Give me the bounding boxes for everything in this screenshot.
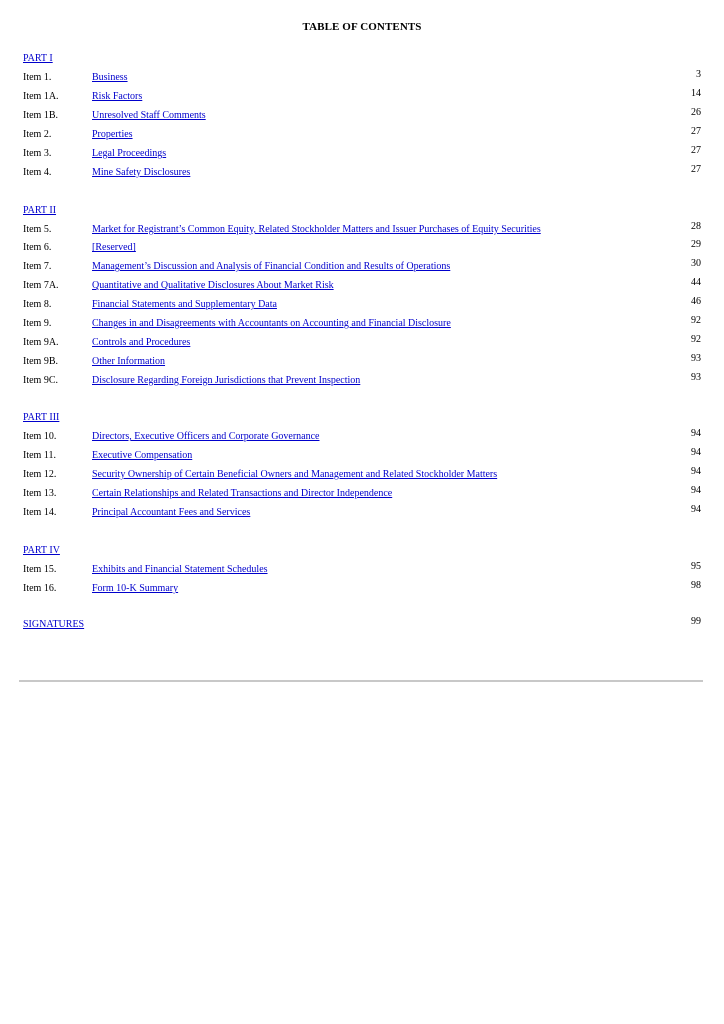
page-number: 3 xyxy=(696,69,701,80)
page-number: 26 xyxy=(691,107,701,118)
toc-row-item-1b xyxy=(0,107,724,124)
toc-row-item-3 xyxy=(0,145,724,162)
page-number: 46 xyxy=(691,296,701,307)
page-number: 92 xyxy=(691,315,701,326)
item-link-reserved[interactable]: [Reserved] xyxy=(92,242,136,253)
toc-row-item-12 xyxy=(0,466,724,483)
toc-row-item-2 xyxy=(0,126,724,143)
page-number: 98 xyxy=(691,580,701,591)
item-link-directors-governance[interactable]: Directors, Executive Officers and Corporate Governance xyxy=(92,431,320,442)
item-link-form-10k-summary[interactable]: Form 10-K Summary xyxy=(92,583,179,594)
toc-title: TABLE OF CONTENTS xyxy=(302,21,422,33)
item-link-unresolved-staff-comments[interactable]: Unresolved Staff Comments xyxy=(92,110,206,121)
page-number: 94 xyxy=(691,466,701,477)
item-number: Item 1A. xyxy=(23,91,59,102)
page-number: 94 xyxy=(691,447,701,458)
toc-row-item-16 xyxy=(0,580,724,597)
item-link-legal-proceedings[interactable]: Legal Proceedings xyxy=(92,148,167,159)
item-link-changes-in-accountants[interactable]: Changes in and Disagreements with Accountants on Accounting and Financial Disclosure xyxy=(92,318,451,329)
item-number: Item 15. xyxy=(23,564,57,575)
item-link-other-information[interactable]: Other Information xyxy=(92,356,166,367)
page-number: 28 xyxy=(691,221,701,232)
item-link-mdna[interactable]: Management’s Discussion and Analysis of Financial Condition and Results of Operations xyxy=(92,261,451,272)
page-number: 95 xyxy=(691,561,701,572)
item-link-mine-safety-disclosures[interactable]: Mine Safety Disclosures xyxy=(92,167,191,178)
toc-row-item-1 xyxy=(0,69,724,86)
toc-row-item-13 xyxy=(0,485,724,502)
page-number: 94 xyxy=(691,428,701,439)
page-number: 92 xyxy=(691,334,701,345)
toc-row-item-4 xyxy=(0,164,724,181)
toc-row-item-7a xyxy=(0,277,724,294)
toc-row-item-5 xyxy=(0,221,724,238)
item-number: Item 6. xyxy=(23,242,52,253)
item-number: Item 14. xyxy=(23,507,57,518)
part-ii-link[interactable]: PART II xyxy=(23,205,57,216)
toc-row-item-8 xyxy=(0,296,724,313)
part-iv-link[interactable]: PART IV xyxy=(23,545,60,556)
toc-row-item-9c xyxy=(0,372,724,389)
signatures-page-number: 99 xyxy=(691,616,701,627)
item-number: Item 4. xyxy=(23,167,52,178)
part-iii-link[interactable]: PART III xyxy=(23,412,60,423)
page-number: 30 xyxy=(691,258,701,269)
item-link-market-for-equity[interactable]: Market for Registrant’s Common Equity, Related Stockholder Matters and Issuer Purchases of Equity Securities xyxy=(92,224,541,235)
page-number: 14 xyxy=(691,88,701,99)
item-link-executive-compensation[interactable]: Executive Compensation xyxy=(92,450,193,461)
toc-row-item-7 xyxy=(0,258,724,275)
page-number: 27 xyxy=(691,164,701,175)
item-number: Item 9A. xyxy=(23,337,59,348)
item-link-market-risk[interactable]: Quantitative and Qualitative Disclosures About Market Risk xyxy=(92,280,334,291)
signatures-link[interactable]: SIGNATURES xyxy=(23,619,85,630)
item-number: Item 13. xyxy=(23,488,57,499)
item-number: Item 9B. xyxy=(23,356,58,367)
item-link-controls-and-procedures[interactable]: Controls and Procedures xyxy=(92,337,191,348)
item-number: Item 8. xyxy=(23,299,52,310)
item-link-security-ownership[interactable]: Security Ownership of Certain Beneficial Owners and Management and Related Stockholder Matters xyxy=(92,469,498,480)
item-number: Item 11. xyxy=(23,450,56,461)
item-link-accountant-fees[interactable]: Principal Accountant Fees and Services xyxy=(92,507,251,518)
page-number: 27 xyxy=(691,145,701,156)
page-number: 27 xyxy=(691,126,701,137)
item-link-business[interactable]: Business xyxy=(92,72,128,83)
toc-row-item-11 xyxy=(0,447,724,464)
item-number: Item 9. xyxy=(23,318,52,329)
toc-row-item-9 xyxy=(0,315,724,332)
item-number: Item 2. xyxy=(23,129,52,140)
toc-row-item-1a xyxy=(0,88,724,105)
page-number: 94 xyxy=(691,504,701,515)
item-link-relationships-transactions[interactable]: Certain Relationships and Related Transactions and Director Independence xyxy=(92,488,393,499)
part-i-link[interactable]: PART I xyxy=(23,53,53,64)
item-number: Item 10. xyxy=(23,431,57,442)
item-number: Item 7. xyxy=(23,261,52,272)
page-number: 94 xyxy=(691,485,701,496)
page-number: 29 xyxy=(691,239,701,250)
item-number: Item 1B. xyxy=(23,110,58,121)
page-number: 93 xyxy=(691,372,701,383)
toc-row-item-15 xyxy=(0,561,724,578)
toc-row-item-6 xyxy=(0,239,724,256)
toc-row-item-14 xyxy=(0,504,724,521)
item-link-financial-statements[interactable]: Financial Statements and Supplementary Data xyxy=(92,299,277,310)
item-link-risk-factors[interactable]: Risk Factors xyxy=(92,91,143,102)
item-number: Item 12. xyxy=(23,469,57,480)
item-number: Item 5. xyxy=(23,224,52,235)
item-number: Item 3. xyxy=(23,148,52,159)
item-link-exhibits[interactable]: Exhibits and Financial Statement Schedules xyxy=(92,564,268,575)
toc-row-item-10 xyxy=(0,428,724,445)
page-number: 44 xyxy=(691,277,701,288)
item-number: Item 7A. xyxy=(23,280,59,291)
item-number: Item 9C. xyxy=(23,375,58,386)
page-number: 93 xyxy=(691,353,701,364)
item-link-properties[interactable]: Properties xyxy=(92,129,133,140)
toc-row-item-9b xyxy=(0,353,724,370)
toc-row-item-9a xyxy=(0,334,724,351)
item-number: Item 16. xyxy=(23,583,57,594)
page-divider xyxy=(19,680,703,682)
item-link-foreign-jurisdictions[interactable]: Disclosure Regarding Foreign Jurisdictions that Prevent Inspection xyxy=(92,375,361,386)
item-number: Item 1. xyxy=(23,72,52,83)
